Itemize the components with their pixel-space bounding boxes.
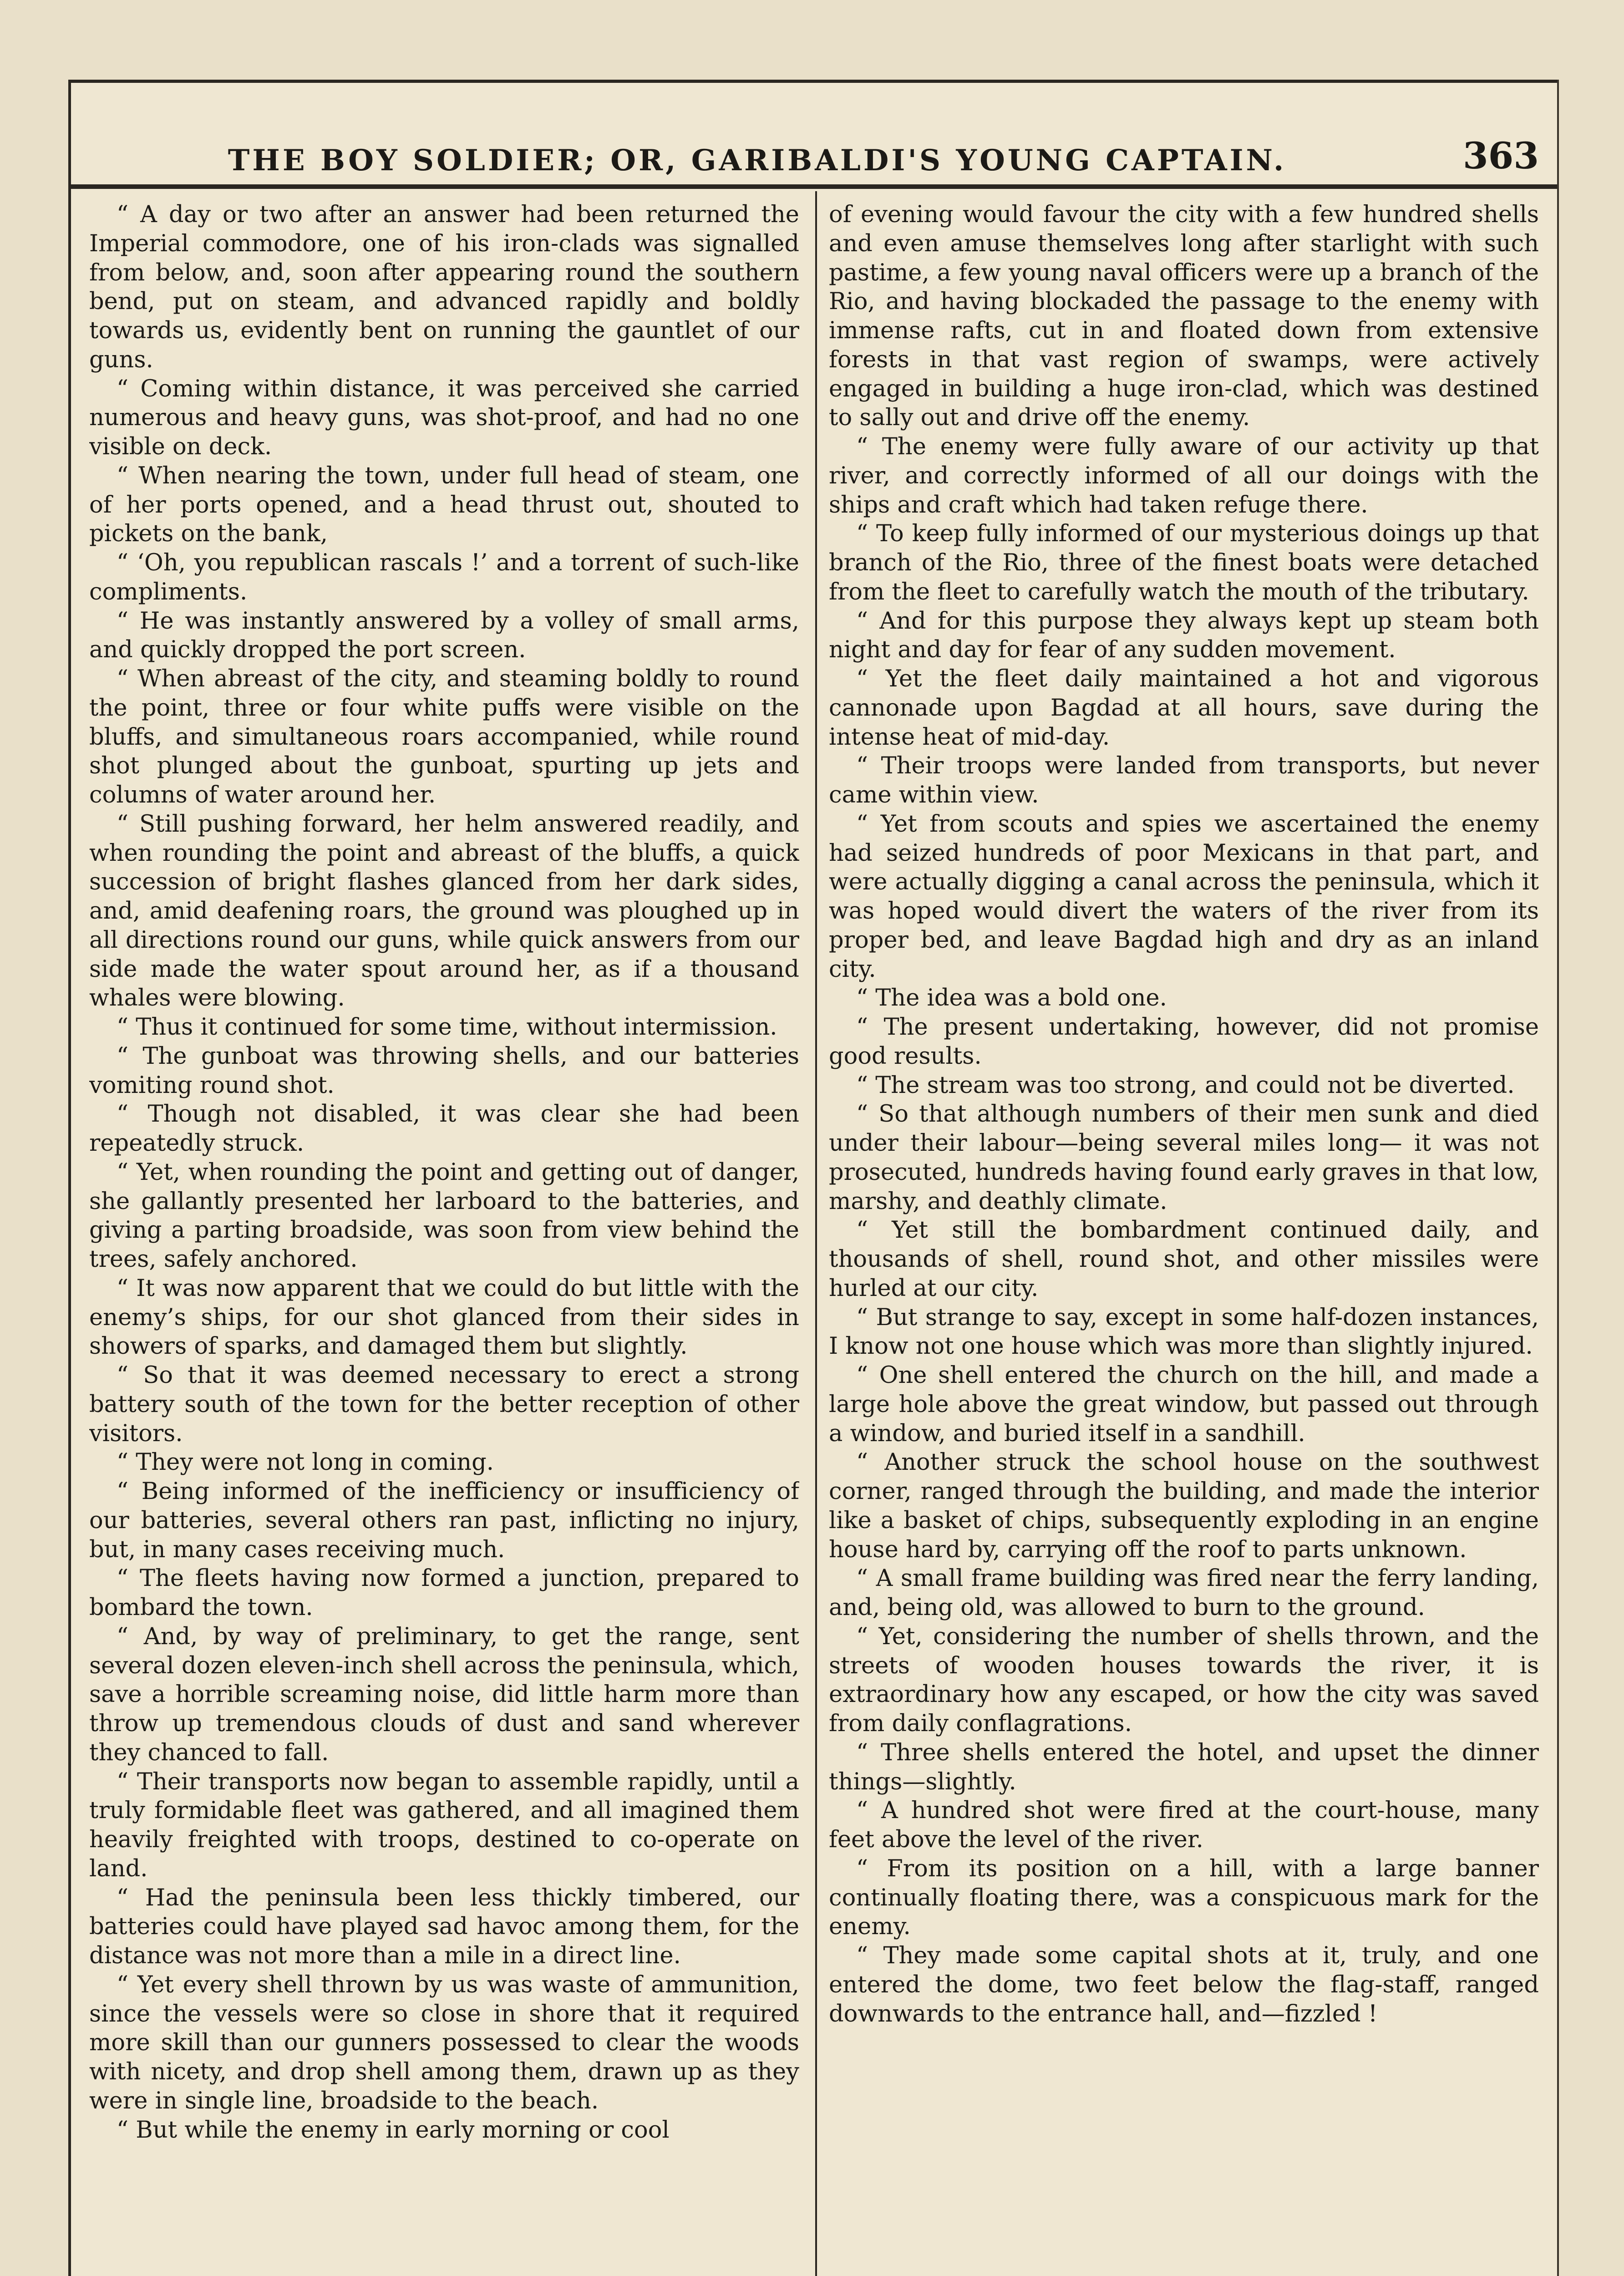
paragraph: “ He was instantly answered by a volley of small arms, and quickly dropped the port screen. bbox=[89, 607, 799, 664]
paragraph: “ But strange to say, except in some half-dozen instances, I know not one house which was more than slightly injured. bbox=[829, 1304, 1539, 1360]
paragraph: “ Yet every shell thrown by us was waste of ammunition, since the vessels were so close in shore that it required more skill than our gunners possessed to clear the woods with nicety, and drop shell among them, drawn up as they were in single line, broadside to the beach. bbox=[89, 1971, 799, 2114]
paragraph: “ To keep fully informed of our mysterious doings up that branch of the Rio, three of the finest boats were detached from the fleet to carefully watch the mouth of the tributary. bbox=[829, 520, 1539, 605]
paragraph: “ When abreast of the city, and steaming boldly to round the point, three or four white puffs were visible on the bluffs, and simultaneous roars accompanied, while round shot plunged about the gunboat, spurting up jets and columns of water around her. bbox=[89, 666, 799, 808]
paragraph: “ A day or two after an answer had been returned the Imperial commodore, one of his iron-clads was signalled from below, and, soon after appearing round the southern bend, put on steam, and advanced rapidly and boldly towards us, evidently bent on running the gauntlet of our guns. bbox=[89, 201, 799, 373]
paragraph: “ It was now apparent that we could do but little with the enemy’s ships, for our shot glanced from their sides in showers of sparks, and damaged them but slightly. bbox=[89, 1275, 799, 1360]
running-title: THE BOY SOLDIER; OR, GARIBALDI'S YOUNG CAPTAIN. bbox=[228, 143, 1287, 178]
paragraph: “ Being informed of the inefficiency or insufficiency of our batteries, several others ran past, inflicting no injury, but, in many cases receiving much. bbox=[89, 1478, 799, 1563]
paragraph: “ A hundred shot were fired at the court-house, many feet above the level of the river. bbox=[829, 1797, 1539, 1853]
paragraph: “ And, by way of preliminary, to get the range, sent several dozen eleven-inch shell across the peninsula, which, save a horrible screaming noise, did little harm more than throw up tremendous clouds of dust and sand wherever they chanced to fall. bbox=[89, 1623, 799, 1766]
paragraph: “ The gunboat was throwing shells, and our batteries vomiting round shot. bbox=[89, 1042, 799, 1099]
paragraph: “ When nearing the town, under full head of steam, one of her ports opened, and a head thrust out, shouted to pickets on the bank, bbox=[89, 462, 799, 548]
paragraph: “ Three shells entered the hotel, and upset the dinner things—slightly. bbox=[829, 1739, 1539, 1795]
left-column bbox=[89, 200, 799, 2276]
paragraph: “ One shell entered the church on the hill, and made a large hole above the great window, but passed out through a window, and buried itself in a sandhill. bbox=[829, 1362, 1539, 1447]
paragraph: “ Still pushing forward, her helm answered readily, and when rounding the point and abreast of the bluffs, a quick succession of bright flashes glanced from her dark sides, and, amid deafening roars, the ground was ploughed up in all directions round our guns, while quick answers from our side made the water spout around her, as if a thousand whales were blowing. bbox=[89, 810, 799, 1012]
paragraph: “ They were not long in coming. bbox=[117, 1449, 494, 1476]
book-page bbox=[68, 80, 1559, 2276]
paragraph: “ Another struck the school house on the southwest corner, ranged through the building, and made the interior like a basket of chips, subsequently exploding in an engine house hard by, carrying off the roof to parts unknown. bbox=[829, 1449, 1539, 1563]
paragraph: “ Thus it continued for some time, without intermission. bbox=[117, 1014, 777, 1041]
paragraph: “ Their troops were landed from transports, but never came within view. bbox=[829, 752, 1539, 808]
paragraph: “ So that it was deemed necessary to erect a strong battery south of the town for the better reception of other visitors. bbox=[89, 1362, 799, 1447]
paragraph: “ Yet, when rounding the point and getting out of danger, she gallantly presented her larboard to the batteries, and giving a parting broadside, was soon from view behind the trees, safely anchored. bbox=[89, 1158, 799, 1273]
paragraph: “ But while the enemy in early morning or cool bbox=[117, 2116, 670, 2144]
paragraph: “ Yet still the bombardment continued daily, and thousands of shell, round shot, and other missiles were hurled at our city. bbox=[829, 1217, 1539, 1302]
paragraph: “ The present undertaking, however, did not promise good results. bbox=[829, 1014, 1539, 1070]
paragraph: “ Their transports now began to assemble rapidly, until a truly formidable fleet was gathered, and all imagined them heavily freighted with troops, destined to co-operate on land. bbox=[89, 1768, 799, 1882]
paragraph: “ Yet the fleet daily maintained a hot and vigorous cannonade upon Bagdad at all hours, save during the intense heat of mid-day. bbox=[829, 666, 1539, 751]
text-columns bbox=[89, 200, 1539, 2276]
paragraph: “ Yet, considering the number of shells thrown, and the streets of wooden houses towards the river, it is extraordinary how any escaped, or how the city was saved from daily conflagrations. bbox=[829, 1623, 1539, 1737]
right-column bbox=[829, 200, 1539, 2276]
paragraph: “ From its position on a hill, with a large banner continually floating there, was a conspicuous mark for the enemy. bbox=[829, 1855, 1539, 1941]
page-number: 363 bbox=[1463, 134, 1539, 177]
paragraph: “ Yet from scouts and spies we ascertained the enemy had seized hundreds of poor Mexicans in that part, and were actually digging a canal across the peninsula, which it was hoped would divert the waters of the river from its proper bed, and leave Bagdad high and dry as an inland city. bbox=[829, 810, 1539, 983]
paragraph: of evening would favour the city with a few hundred shells and even amuse themselves long after starlight with such pastime, a few young naval officers were up a branch of the Rio, and having blockaded the passage to the enemy with immense rafts, cut in and floated down from extensive forests in that vast region of swamps, were actively engaged in building a huge iron-clad, which was destined to sally out and drive off the enemy. bbox=[829, 201, 1539, 432]
paragraph: “ ‘Oh, you republican rascals !’ and a torrent of such-like compliments. bbox=[89, 549, 799, 605]
paragraph: “ Had the peninsula been less thickly timbered, our batteries could have played sad havoc among them, for the distance was not more than a mile in a direct line. bbox=[89, 1884, 799, 1969]
paragraph: “ They made some capital shots at it, truly, and one entered the dome, two feet below the flag-staff, ranged downwards to the entrance hall, and—fizzled ! bbox=[829, 1942, 1539, 2027]
paragraph: “ The fleets having now formed a junction, prepared to bombard the town. bbox=[89, 1565, 799, 1621]
paragraph: “ Though not disabled, it was clear she had been repeatedly struck. bbox=[89, 1101, 799, 1157]
paragraph: “ So that although numbers of their men sunk and died under their labour—being several miles long— it was not prosecuted, hundreds having found early graves in that low, marshy, and deathly climate. bbox=[829, 1101, 1539, 1215]
paragraph: “ The stream was too strong, and could not be diverted. bbox=[856, 1072, 1515, 1099]
paragraph: “ The idea was a bold one. bbox=[856, 985, 1167, 1012]
paragraph: “ The enemy were fully aware of our activity up that river, and correctly informed of all our doings with the ships and craft which had taken refuge there. bbox=[829, 433, 1539, 518]
paragraph: “ A small frame building was fired near the ferry landing, and, being old, was allowed to burn to the ground. bbox=[829, 1565, 1539, 1621]
column-divider bbox=[815, 191, 817, 2276]
paragraph: “ Coming within distance, it was perceived she carried numerous and heavy guns, was shot-proof, and had no one visible on deck. bbox=[89, 375, 799, 460]
page-header bbox=[71, 121, 1557, 189]
paragraph: “ And for this purpose they always kept up steam both night and day for fear of any sudden movement. bbox=[829, 607, 1539, 664]
